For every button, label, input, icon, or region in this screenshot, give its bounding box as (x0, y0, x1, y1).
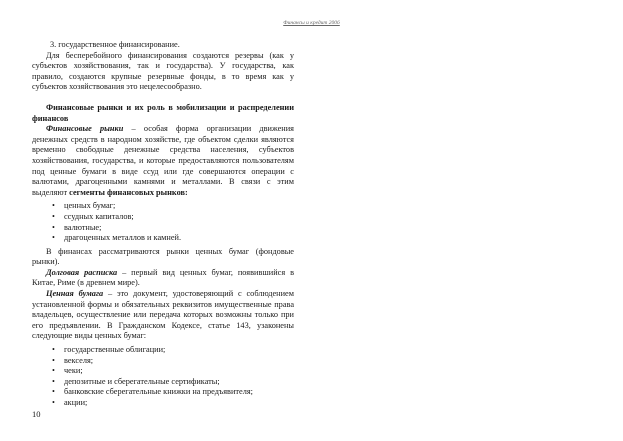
list-item: • ссудных капиталов; (64, 212, 294, 223)
definition-text: – первый вид ценных бумаг, появившийся в Китае, Риме (в древнем мире). (32, 267, 294, 288)
list-item: • банковские сберегательные книжки на предъявителя; (64, 387, 294, 398)
term: Ценная бумага (46, 289, 104, 299)
paragraph-debt-receipt (32, 268, 294, 289)
list-item: • чеки; (64, 366, 294, 377)
list-item: • валютные; (64, 223, 294, 234)
definition-text: – особая форма организации движения денежных средств в народном хозяйстве, где объектом сделки являются временно свободные денежные средства населения, субъектов хозяйствования, государства, и которые предоставляются пользователям под ценные бумаги в виде ссуд или где совершаются операции с валютами, драгоценными камнями и металлами. В связи с этим выделяют (32, 124, 294, 197)
paragraph-stock-markets: В финансах рассматриваются рынки ценных бумаг (фондовые рынки). (32, 246, 294, 267)
bold-phrase: сегменты финансовых рынков: (69, 187, 188, 197)
paragraph-financial-markets (32, 124, 294, 198)
list-item: • драгоценных металлов и камней. (64, 233, 294, 244)
running-header: Финансы и кредит 2006 (283, 20, 340, 26)
term: Долговая расписка (46, 267, 118, 277)
list-item: • акции; (64, 398, 294, 409)
section-heading: Финансовые рынки и их роль в мобилизации и распределении финансов (32, 102, 294, 123)
list-item: • векселя; (64, 356, 294, 367)
securities-list (32, 345, 294, 409)
numbered-item: 3. государственное финансирование. (50, 40, 180, 49)
text-column (32, 40, 294, 412)
list-item: • депозитные и сберегательные сертификаты; (64, 377, 294, 388)
page-number: 10 (32, 409, 41, 419)
definition-text: – это документ, удостоверяющий с соблюдением установленной формы и обязательных реквизитов имущественные права владельцев, осуществление или передача которых возможны только при его предъявлении. В Гражданском Кодексе, статье 143, узаконены следующие виды ценных бумаг: (32, 289, 294, 341)
term: Финансовые рынки (46, 124, 124, 134)
paragraph-reserves: Для бесперебойного финансирования создаются резервы (как у субъектов хозяйствования, так и государства). У государства, как правило, создаются крупные резервные фонды, в то время как у субъектов хозяйствования это нецелесообразно. (32, 50, 294, 92)
list-item: • государственные облигации; (64, 345, 294, 356)
list-item: • ценных бумаг; (64, 201, 294, 212)
segments-list (32, 201, 294, 243)
paragraph-security (32, 289, 294, 342)
